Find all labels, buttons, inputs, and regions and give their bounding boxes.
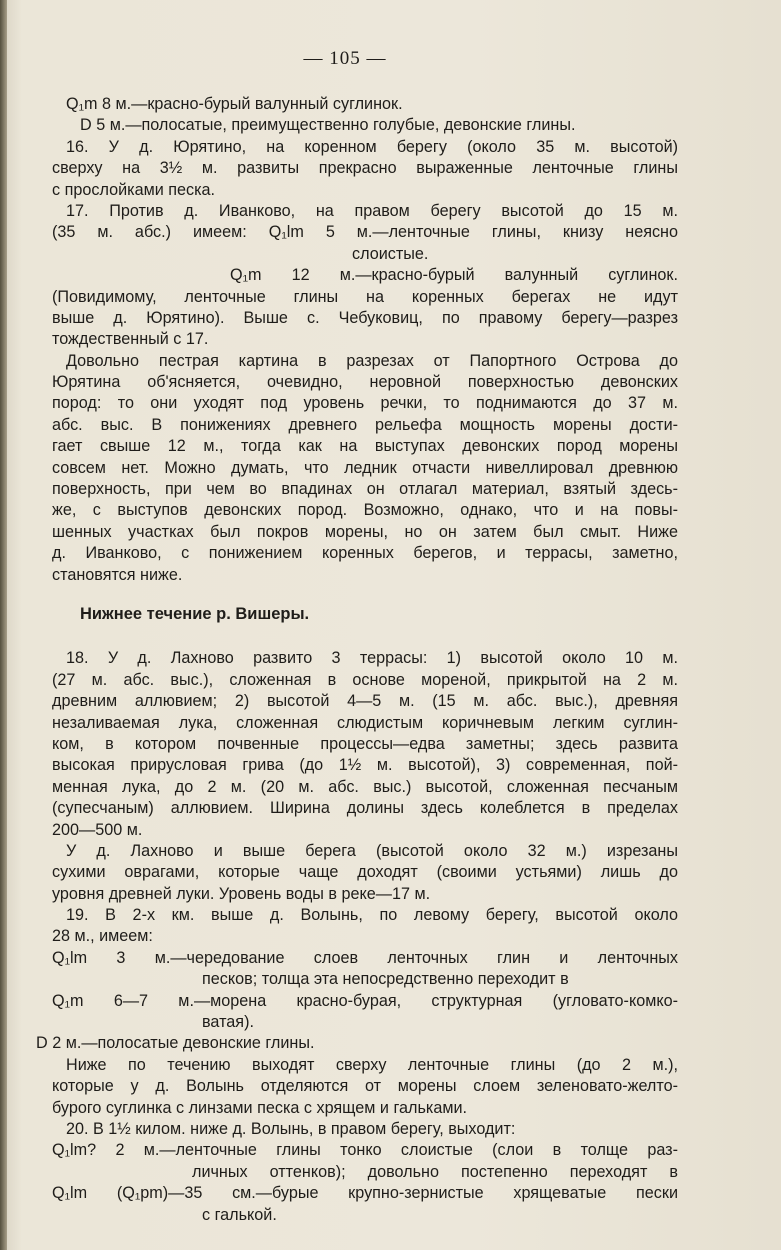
text-line: бурого суглинка с линзами песка с хрящем и гальками. <box>52 1098 468 1117</box>
page-number: — 105 — <box>303 48 387 69</box>
text-line: слоистые. <box>352 244 429 263</box>
text-line: Q₁lm? 2 м.—ленточные глины тонко слоистые (слои в толще раз- <box>52 1141 678 1160</box>
text-line: D 5 м.—полосатые, преимущественно голубые, девонские глины. <box>80 116 576 135</box>
text-line: же, с выступов девонских пород. Возможно, однако, что и на повы- <box>52 501 678 520</box>
text-line: (35 м. абс.) имеем: Q₁lm 5 м.—ленточные глины, книзу неясно <box>52 223 678 242</box>
text-line: абс. выс. В понижениях древнего рельефа мощность морены дости- <box>52 415 678 434</box>
text-line: которые у д. Волынь отделяются от морены слоем зеленовато-желто- <box>52 1077 678 1096</box>
text-line: совсем нет. Можно думать, что ледник отчасти нивеллировал древнюю <box>52 458 678 477</box>
text-line: Довольно пестрая картина в разрезах от Папортного Острова до <box>66 351 678 370</box>
text-line: выше д. Юрятино). Выше с. Чебуковиц, по правому берегу—разрез <box>52 308 678 327</box>
text-line: Q₁m 8 м.—красно-бурый валунный суглинок. <box>66 95 403 113</box>
text-line: 28 м., имеем: <box>52 927 153 946</box>
text-line: высокая прирусловая грива (до 1½ м. высотой), 3) современная, пой- <box>52 756 678 775</box>
text-line: 16. У д. Юрятино, на коренном берегу (около 35 м. высотой) <box>66 137 678 156</box>
text-line: ком, в котором почвенные процессы—едва заметны; здесь развита <box>52 734 678 753</box>
text-line: становятся ниже. <box>52 565 183 584</box>
text-line: Q₁m 6—7 м.—морена красно-бурая, структурная (угловато-комко- <box>52 991 678 1010</box>
page-body <box>36 94 678 1226</box>
book-spine-edge <box>0 0 7 1250</box>
text-line: 17. Против д. Иванково, на правом берегу высотой до 15 м. <box>66 201 678 220</box>
text-line: сверху на 3½ м. развиты прекрасно выраженные ленточные глины <box>52 159 678 178</box>
text-line: уровня древней луки. Уровень воды в реке—17 м. <box>52 884 431 903</box>
text-line: 19. В 2-х км. выше д. Волынь, по левому берегу, высотой около <box>66 906 678 925</box>
text-line: 20. В 1½ килом. ниже д. Волынь, в правом берегу, выходит: <box>66 1119 516 1138</box>
text-line: Юрятина об'ясняется, очевидно, неровной поверхностью девонских <box>52 373 678 392</box>
text-line: с прослойками песка. <box>52 180 216 199</box>
text-line: (супесчаным) аллювием. Ширина долины здесь колеблется в пределах <box>52 799 678 818</box>
text-line: Ниже по течению выходят сверху ленточные глины (до 2 м.), <box>66 1055 678 1074</box>
text-line: пород: то они уходят под уровень речки, то поднимаются до 37 м. <box>52 394 678 413</box>
text-line: поверхность, при чем во впадинах он отлагал материал, взятый здесь- <box>52 480 678 499</box>
text-line: шенных участках был покров морены, но он затем был смыт. Ниже <box>52 522 678 541</box>
text-line: гает свыше 12 м., тогда как на выступах девонских пород морены <box>52 437 678 456</box>
text-line: ватая). <box>202 1013 254 1032</box>
text-line: менная лука, до 2 м. (20 м. абс. выс.) высотой, сложенная песчаным <box>52 777 678 796</box>
text-line: сухими оврагами, которые чаще доходят (своими устьями) лишь до <box>52 863 678 882</box>
text-line: древним аллювием; 2) высотой 4—5 м. (15 м. абс. выс.), древняя <box>52 692 678 711</box>
text-line: с галькой. <box>202 1205 277 1224</box>
text-line: Q₁lm (Q₁pm)—35 см.—бурые крупно-зернистые хрящеватые пески <box>52 1184 678 1203</box>
text-line: (27 м. абс. выс.), сложенная в основе мореной, прикрытой на 2 м. <box>52 670 678 689</box>
text-line: 18. У д. Лахново развито 3 террасы: 1) высотой около 10 м. <box>66 649 678 668</box>
text-line: тождественный с 17. <box>52 330 209 349</box>
text-line: (Повидимому, ленточные глины на коренных берегах не идут <box>52 287 678 306</box>
text-line: Q₁m 12 м.—красно-бурый валунный суглинок. <box>230 266 678 285</box>
text-line: личных оттенков); довольно постепенно переходят в <box>192 1162 678 1181</box>
text-line: незаливаемая лука, сложенная слюдистым коричневым легким суглин- <box>52 713 678 732</box>
section-heading: Нижнее течение р. Вишеры. <box>80 604 310 623</box>
text-line: д. Иванково, с понижением коренных берегов, и террасы, заметно, <box>52 544 678 563</box>
text-line: D 2 м.—полосатые девонские глины. <box>36 1034 315 1053</box>
text-line: песков; толща эта непосредственно переходит в <box>202 970 569 989</box>
text-line: Q₁lm 3 м.—чередование слоев ленточных глин и ленточных <box>52 948 678 967</box>
text-line: У д. Лахново и выше берега (высотой около 32 м.) изрезаны <box>66 841 678 860</box>
text-line: 200—500 м. <box>52 820 143 839</box>
